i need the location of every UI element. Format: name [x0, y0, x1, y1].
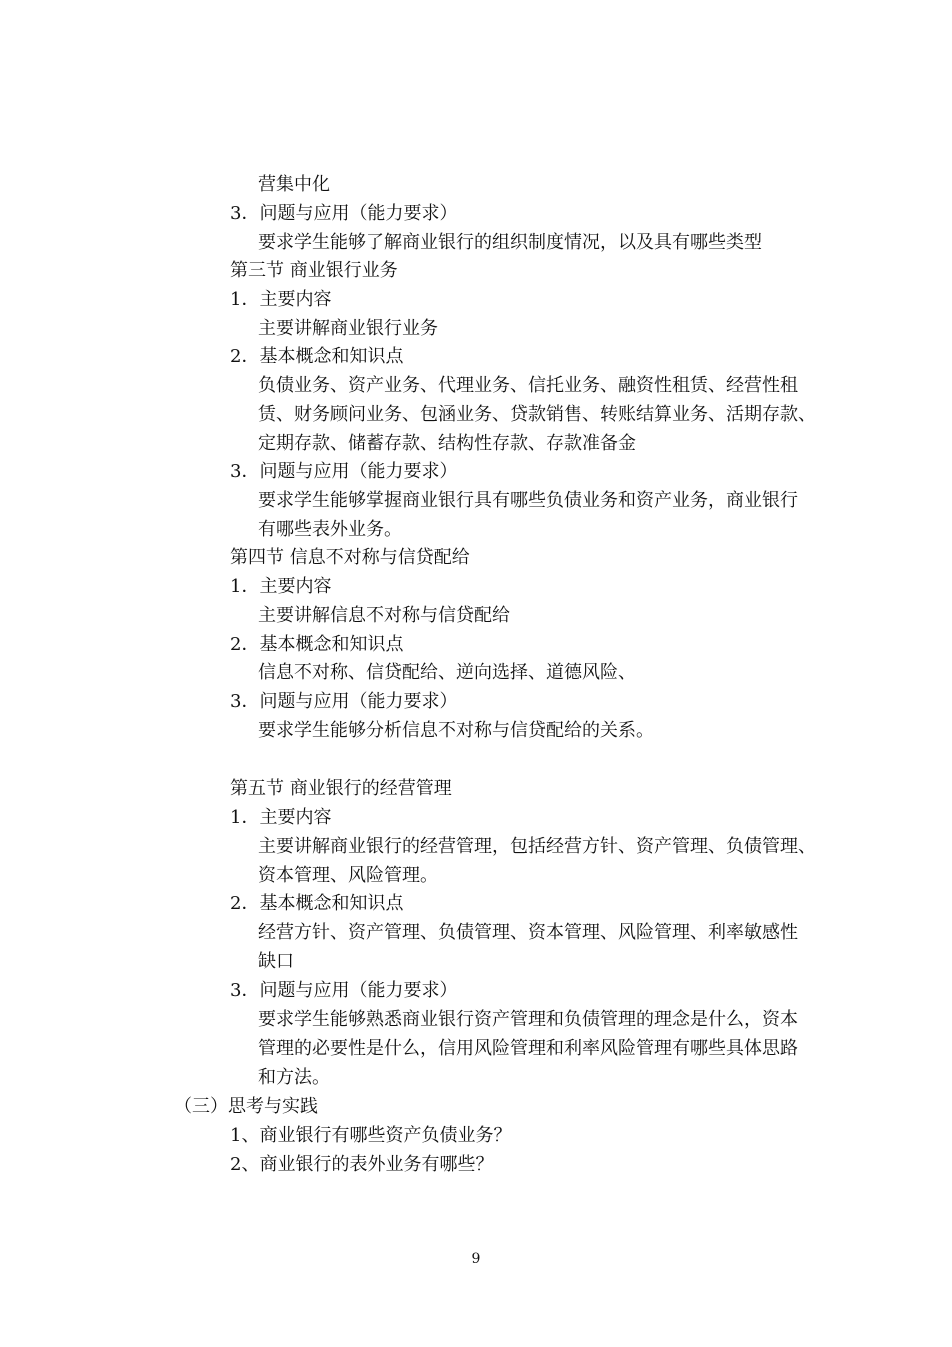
section-heading: 第三节 商业银行业务 [230, 260, 398, 281]
subsection-heading: 2．基本概念和知识点 [230, 346, 404, 367]
section-heading: 第四节 信息不对称与信贷配给 [230, 547, 470, 568]
list-item: 2、商业银行的表外业务有哪些？ [230, 1154, 494, 1175]
subsection-heading: 3．问题与应用（能力要求） [230, 203, 458, 224]
text-line: 和方法。 [258, 1067, 330, 1088]
text-line: 有哪些表外业务。 [258, 519, 402, 540]
subsection-heading: 2．基本概念和知识点 [230, 634, 404, 655]
list-item: 1、商业银行有哪些资产负债业务？ [230, 1125, 512, 1146]
page-number: 9 [471, 1251, 481, 1267]
text-line: 要求学生能够掌握商业银行具有哪些负债业务和资产业务，商业银行 [258, 490, 798, 511]
subsection-heading: 3．问题与应用（能力要求） [230, 980, 458, 1001]
text-line: 要求学生能够了解商业银行的组织制度情况，以及具有哪些类型 [258, 232, 762, 253]
subsection-heading: 1．主要内容 [230, 807, 332, 828]
text-line: 主要讲解信息不对称与信贷配给 [258, 605, 510, 626]
text-line: 主要讲解商业银行业务 [258, 318, 438, 339]
text-line: 缺口 [258, 951, 294, 972]
text-line: 负债业务、资产业务、代理业务、信托业务、融资性租赁、经营性租 [258, 375, 798, 396]
text-line: 主要讲解商业银行的经营管理，包括经营方针、资产管理、负债管理、 [258, 836, 816, 857]
text-line: 要求学生能够熟悉商业银行资产管理和负债管理的理念是什么，资本 [258, 1009, 798, 1030]
text-line: 定期存款、储蓄存款、结构性存款、存款准备金 [258, 433, 636, 454]
subsection-heading: 2．基本概念和知识点 [230, 893, 404, 914]
text-line: 资本管理、风险管理。 [258, 865, 438, 886]
part-heading: （三）思考与实践 [174, 1096, 318, 1117]
subsection-heading: 3．问题与应用（能力要求） [230, 691, 458, 712]
text-line: 赁、财务顾问业务、包涵业务、贷款销售、转账结算业务、活期存款、 [258, 404, 816, 425]
section-heading: 第五节 商业银行的经营管理 [230, 778, 452, 799]
text-line: 营集中化 [258, 174, 330, 195]
subsection-heading: 3．问题与应用（能力要求） [230, 461, 458, 482]
subsection-heading: 1．主要内容 [230, 576, 332, 597]
text-line: 要求学生能够分析信息不对称与信贷配给的关系。 [258, 720, 654, 741]
text-line: 信息不对称、信贷配给、逆向选择、道德风险、 [258, 662, 636, 683]
subsection-heading: 1．主要内容 [230, 289, 332, 310]
text-line: 管理的必要性是什么，信用风险管理和利率风险管理有哪些具体思路 [258, 1038, 798, 1059]
text-line: 经营方针、资产管理、负债管理、资本管理、风险管理、利率敏感性 [258, 922, 798, 943]
